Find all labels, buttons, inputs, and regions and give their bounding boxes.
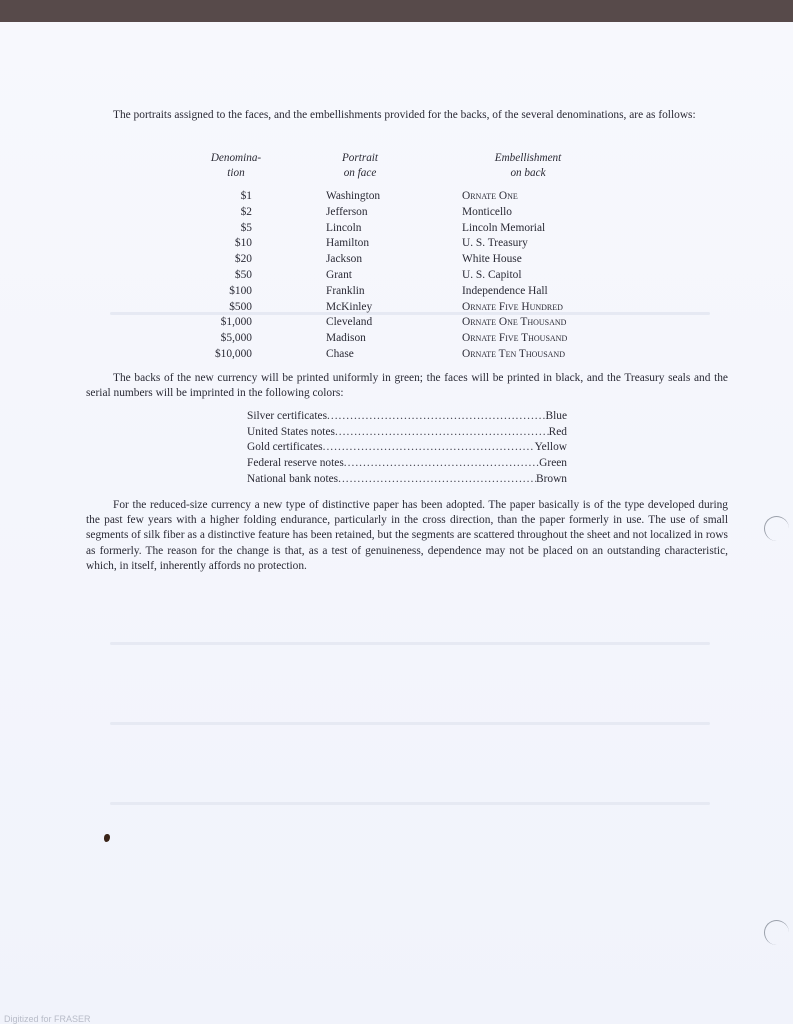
page-curl-mark (764, 920, 789, 945)
portrait-cell: Franklin (326, 284, 365, 297)
portrait-cell: Hamilton (326, 237, 370, 250)
header-portrait (322, 151, 398, 181)
header-denomination-line2: tion (227, 167, 245, 179)
leader-dots (338, 472, 536, 488)
denomination-column (196, 189, 252, 363)
note-type: Silver certificates (247, 410, 328, 422)
embellishment-column (462, 189, 662, 363)
embellishment-cell: Ornate Ten Thousand (462, 347, 565, 360)
bleed-through-line (110, 802, 710, 805)
embellishment-cell: Monticello (462, 205, 512, 218)
portrait-column (326, 189, 456, 363)
list-item (247, 440, 567, 456)
seal-color-list (247, 409, 567, 488)
embellishment-cell: U. S. Capitol (462, 268, 522, 281)
portrait-cell: Madison (326, 332, 366, 345)
denomination-cell: $1 (240, 190, 252, 202)
header-portrait-line1: Portrait (341, 152, 379, 164)
portrait-cell: Lincoln (326, 221, 362, 234)
denomination-cell: $50 (234, 268, 252, 281)
header-denomination (200, 151, 272, 181)
list-item (247, 472, 567, 488)
denomination-cell: $2 (240, 205, 252, 218)
header-embellishment (468, 151, 588, 181)
portrait-cell: Washington (326, 190, 381, 202)
embellishment-cell: Ornate One (462, 190, 518, 202)
leader-dots (335, 425, 549, 441)
denomination-cell: $20 (234, 253, 252, 266)
embellishment-cell: Independence Hall (462, 284, 548, 297)
backs-paragraph: The backs of the new currency will be printed uniformly in green; the faces will be printed in black, and the Treasury seals and the serial numbers will be imprinted in the following colors: (86, 372, 728, 400)
bleed-through-line (110, 722, 710, 725)
portrait-cell: Chase (326, 347, 354, 360)
footer-watermark: Digitized for FRASER (4, 1014, 91, 1024)
seal-color: Blue (545, 410, 567, 422)
header-portrait-line2: on face (343, 167, 377, 179)
denomination-cell: $100 (229, 284, 252, 297)
paper-paragraph: For the reduced-size currency a new type of distinctive paper has been adopted. The paper basically is of the type developed during the past few years with a higher folding endurance, particularly in the cross direction, than the paper formerly in use. The use of small segments of silk fiber as a distinctive feature has been retained, but the segments are scattered throughout the sheet and not localized in rows as formerly. The reason for the change is that, as a test of genuineness, dependence may not be placed on an outstanding characteristic, which, in itself, inherently affords no protection. (86, 499, 728, 572)
seal-color: Green (539, 457, 567, 470)
note-type: Federal reserve notes (247, 457, 344, 470)
embellishment-cell: Ornate Five Thousand (462, 332, 568, 345)
portrait-cell: Jefferson (326, 205, 368, 218)
note-type: Gold certificates (247, 441, 323, 454)
header-embellishment-line2: on back (510, 167, 546, 179)
denomination-cell: $500 (229, 300, 252, 313)
denomination-cell: $5,000 (220, 332, 252, 345)
portrait-cell: Jackson (326, 253, 363, 266)
embellishment-cell: U. S. Treasury (462, 237, 528, 250)
intro-paragraph: The portraits assigned to the faces, and the embellishments provided for the backs, of the several denominations, are as follows: (113, 109, 696, 121)
embellishment-cell: Lincoln Memorial (462, 221, 546, 234)
leader-dots (327, 409, 545, 425)
bleed-through-line (110, 642, 710, 645)
denomination-cell: $1,000 (220, 316, 252, 329)
note-type: National bank notes (247, 472, 339, 485)
header-embellishment-line1: Embellishment (494, 152, 562, 164)
leader-dots (323, 440, 535, 456)
embellishment-cell: Ornate One Thousand (462, 316, 567, 329)
scan-top-border (0, 0, 793, 22)
denomination-cell: $5 (240, 221, 252, 234)
list-item (247, 409, 567, 425)
leader-dots (344, 456, 539, 472)
denomination-cell: $10 (234, 237, 252, 250)
embellishment-cell: White House (462, 253, 522, 266)
header-denomination-line1: Denomina- (210, 152, 262, 164)
portrait-cell: Grant (326, 268, 352, 281)
note-type: United States notes (247, 425, 335, 438)
seal-color: Brown (535, 472, 567, 485)
page-curl-mark (764, 516, 789, 541)
list-item (247, 456, 567, 472)
portrait-cell: McKinley (326, 300, 373, 313)
portrait-cell: Cleveland (326, 316, 373, 329)
embellishment-cell: Ornate Five Hundred (462, 300, 563, 313)
list-item (247, 425, 567, 441)
seal-color: Red (548, 425, 567, 438)
denomination-cell: $10,000 (214, 347, 252, 360)
seal-color: Yellow (534, 441, 567, 454)
